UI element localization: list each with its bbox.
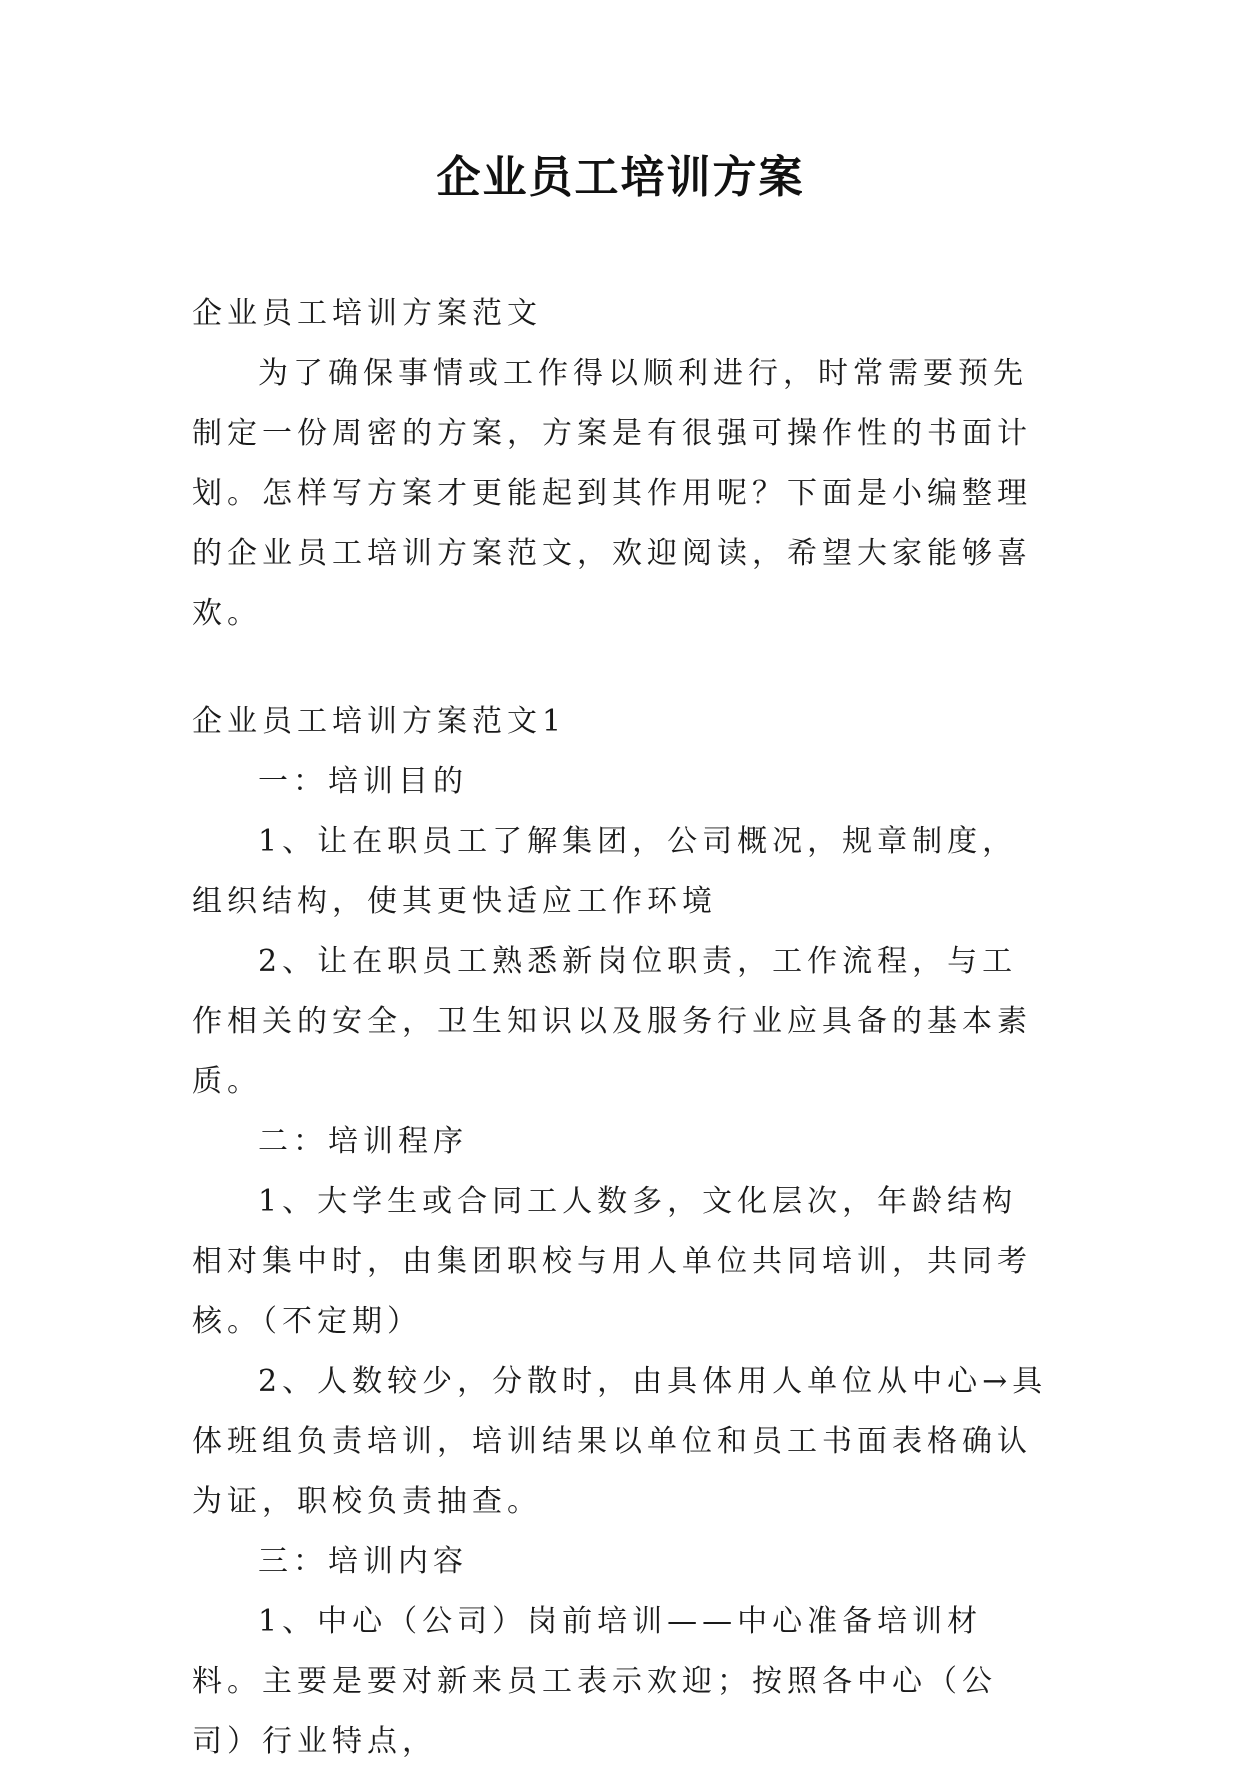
purpose-item-1: 1、让在职员工了解集团，公司概况，规章制度，组织结构，使其更快适应工作环境 (192, 824, 1018, 919)
procedure-item-1: 1、大学生或合同工人数多，文化层次，年龄结构相对集中时，由集团职校与用人单位共同培训，共同考核。（不定期） (192, 1184, 1032, 1339)
document-body (192, 284, 1050, 1772)
heading-content: 三：培训内容 (258, 1544, 468, 1579)
procedure-item-2: 2、人数较少，分散时，由具体用人单位从中心→具体班组负责培训，培训结果以单位和员工书面表格确认为证，职校负责抽查。 (192, 1364, 1048, 1519)
heading-purpose: 一：培训目的 (258, 764, 468, 799)
section-gap (192, 644, 1050, 692)
subtitle: 企业员工培训方案范文 (192, 296, 542, 331)
intro-paragraph: 为了确保事情或工作得以顺利进行，时常需要预先制定一份周密的方案，方案是有很强可操作性的书面计划。怎样写方案才更能起到其作用呢？下面是小编整理的企业员工培训方案范文，欢迎阅读，希望大家能够喜欢。 (192, 356, 1032, 631)
purpose-item-2: 2、让在职员工熟悉新岗位职责，工作流程，与工作相关的安全，卫生知识以及服务行业应具备的基本素质。 (192, 944, 1032, 1099)
section-title: 企业员工培训方案范文1 (192, 704, 567, 739)
content-item-1: 1、中心（公司）岗前培训——中心准备培训材料。主要是要对新来员工表示欢迎；按照各中心（公司）行业特点， (192, 1604, 997, 1759)
heading-procedure: 二：培训程序 (258, 1124, 468, 1159)
document-title: 企业员工培训方案 (436, 152, 805, 203)
